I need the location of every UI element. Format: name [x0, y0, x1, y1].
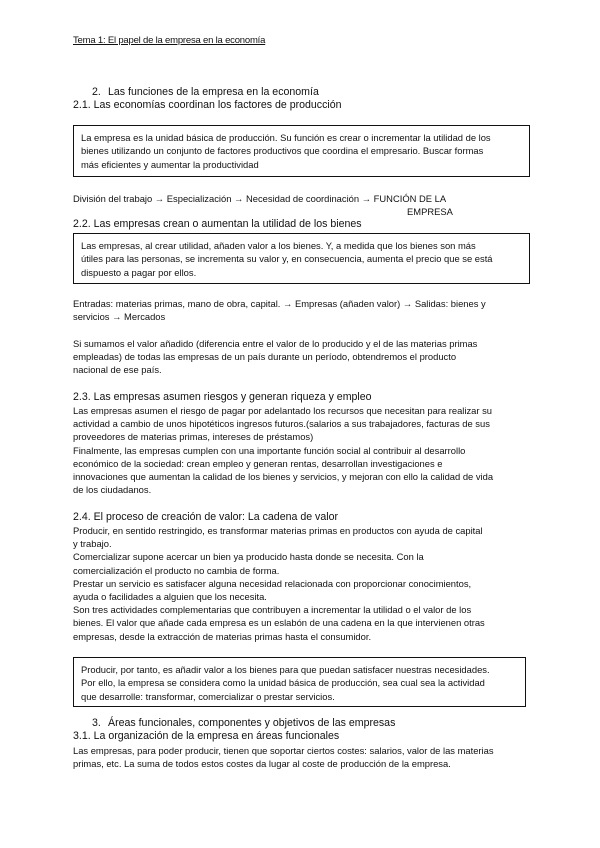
paragraph-line: ayuda o facilidades a alguien que los necesita. [73, 591, 267, 603]
value-added-paragraph [73, 337, 477, 377]
paragraph-line: primas, etc. La suma de todos estos costes da lugar al coste de producción de la empresa. [73, 758, 451, 770]
box-line: bienes utilizando un conjunto de factores productivos que coordina el empresario. Buscar formas [81, 145, 484, 157]
paragraph-line: innovaciones que aumentan la calidad de los bienes y servicios, y mejoran con ello la calidad de vida [73, 471, 494, 483]
section-3-title: Áreas funcionales, componentes y objetivos de las empresas [108, 717, 396, 729]
paragraph-line: Prestar un servicio es satisfacer alguna necesidad relacionada con proporcionar conocimientos, [73, 577, 472, 589]
coordination-chain-line-1: División del trabajo → Especialización → Necesidad de coordinación → FUNCIÓN DE LA [73, 193, 447, 204]
paragraph-line: Las empresas asumen el riesgo de pagar por adelantado los recursos que necesitan para realizar su [73, 405, 492, 416]
costs-paragraph [73, 744, 494, 770]
coordination-chain-line-2: EMPRESA [407, 206, 453, 217]
paragraph-line: empleadas) de todas las empresas de un país durante un período, obtendremos el producto [73, 351, 457, 363]
box-line: más eficientes y aumentar la productividad [81, 158, 259, 170]
paragraph-line: y trabajo. [73, 538, 112, 550]
box-line: Por ello, la empresa se considera como la unidad básica de producción, sea cual sea la actividad [81, 677, 485, 689]
paragraph-line: servicios → Mercados [73, 311, 166, 323]
box-line: Las empresas, al crear utilidad, añaden valor a los bienes. Y, a medida que los bienes son más [81, 240, 476, 251]
value-chain-paragraph [73, 524, 485, 643]
paragraph-line: nacional de ese país. [73, 364, 162, 376]
paragraph-line: Son tres actividades complementarias que contribuyen a incrementar la utilidad o el valor de los [73, 604, 472, 616]
paragraph-line: comercialización el producto no cambia de forma. [73, 564, 280, 576]
subsection-2-2-title: 2.2. Las empresas crean o aumentan la utilidad de los bienes [73, 218, 362, 230]
section-3-number: 3. [92, 717, 101, 729]
paragraph-line: Las empresas, para poder producir, tienen que soportar ciertos costes: salarios, valor de las materias [73, 745, 494, 756]
box-line: dispuesto a pagar por ellos. [81, 266, 197, 278]
paragraph-line: de los ciudadanos. [73, 484, 152, 496]
paragraph-line: Producir, en sentido restringido, es transformar materias primas en productos con ayuda de capital [73, 525, 483, 536]
paragraph-line: Entradas: materias primas, mano de obra, capital. → Empresas (añaden valor) → Salidas: bienes y [73, 298, 486, 309]
subsection-2-3-title: 2.3. Las empresas asumen riesgos y generan riqueza y empleo [73, 391, 372, 403]
value-flow-paragraph [73, 297, 486, 323]
subsection-3-1-title: 3.1. La organización de la empresa en áreas funcionales [73, 730, 340, 742]
paragraph-line: Finalmente, las empresas cumplen con una importante función social al contribuir al desarrollo [73, 444, 466, 456]
section-2-title: Las funciones de la empresa en la economía [108, 86, 319, 98]
risk-paragraph [73, 404, 493, 496]
paragraph-line: proveedores de materias primas, intereses de préstamos) [73, 431, 314, 443]
section-2-number: 2. [92, 86, 101, 98]
box-line: La empresa es la unidad básica de producción. Su función es crear o incrementar la utilidad de los [81, 132, 491, 143]
summary-box-2-4 [73, 657, 526, 707]
paragraph-line: económico de la sociedad: crean empleo y generan rentas, desarrollan investigaciones e [73, 457, 443, 469]
box-line: Producir, por tanto, es añadir valor a los bienes para que puedan satisfacer nuestras necesidades. [81, 664, 490, 675]
subsection-2-4-title: 2.4. El proceso de creación de valor: La cadena de valor [73, 511, 339, 523]
paragraph-line: bienes. El valor que añade cada empresa es un eslabón de una cadena en la que intervienen otras [73, 617, 485, 629]
box-line: útiles para las personas, se incrementa su valor y, en consecuencia, aumenta el precio que se está [81, 253, 493, 265]
subsection-2-1-title: 2.1. Las economías coordinan los factores de producción [73, 99, 342, 111]
paragraph-line: Comercializar supone acercar un bien ya producido hasta donde se necesita. Con la [73, 551, 424, 563]
paragraph-line: Si sumamos el valor añadido (diferencia entre el valor de lo producido y el de las materias primas [73, 338, 478, 349]
paragraph-line: actividad a cambio de unos hipotéticos ingresos futuros.(salarios a sus trabajadores, facturas de sus [73, 418, 490, 430]
definition-box-2-1 [73, 125, 530, 177]
definition-box-2-2 [73, 233, 530, 284]
page-header: Tema 1: El papel de la empresa en la economía [73, 35, 266, 46]
box-line: que desarrolle: transformar, comercializar o prestar servicios. [81, 690, 335, 702]
paragraph-line: empresas, desde la extracción de materias primas hasta el consumidor. [73, 630, 372, 642]
